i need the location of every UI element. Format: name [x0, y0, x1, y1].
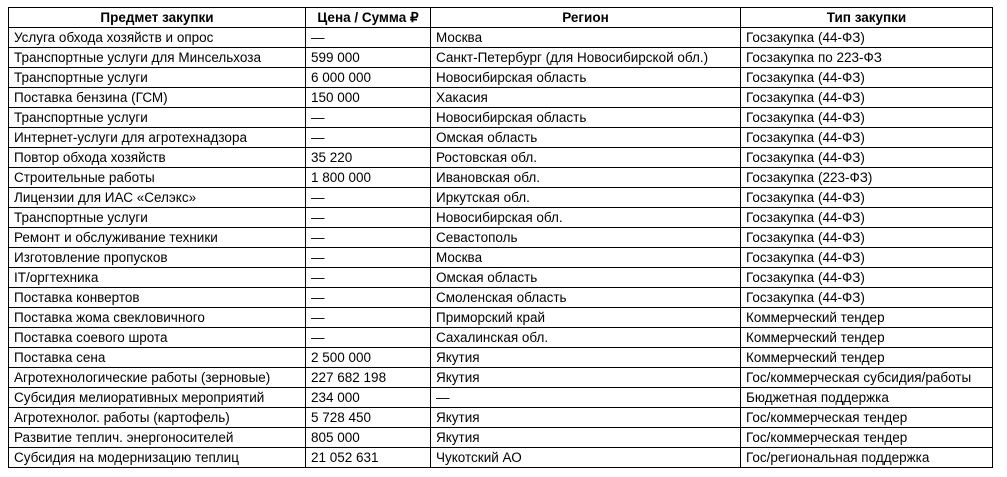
- cell-region: Новосибирская область: [431, 108, 741, 128]
- cell-type: Госзакупка (44-ФЗ): [741, 28, 993, 48]
- header-price: Цена / Сумма ₽: [306, 8, 431, 28]
- cell-subject: Субсидия на модернизацию теплиц: [9, 448, 306, 468]
- cell-region: Ивановская обл.: [431, 168, 741, 188]
- cell-type: Коммерческий тендер: [741, 348, 993, 368]
- cell-subject: Поставка сена: [9, 348, 306, 368]
- cell-region: Ростовская обл.: [431, 148, 741, 168]
- header-region: Регион: [431, 8, 741, 28]
- cell-region: Якутия: [431, 408, 741, 428]
- table-row: [9, 148, 993, 168]
- table-row: [9, 168, 993, 188]
- cell-type: Госзакупка (44-ФЗ): [741, 268, 993, 288]
- header-row: [9, 8, 993, 28]
- cell-type: Госзакупка (44-ФЗ): [741, 68, 993, 88]
- cell-price: —: [306, 328, 431, 348]
- cell-subject: Транспортные услуги: [9, 68, 306, 88]
- cell-region: Чукотский АО: [431, 448, 741, 468]
- cell-type: Госзакупка (44-ФЗ): [741, 208, 993, 228]
- cell-region: Омская область: [431, 268, 741, 288]
- table-row: [9, 68, 993, 88]
- cell-region: Якутия: [431, 368, 741, 388]
- cell-region: Приморский край: [431, 308, 741, 328]
- table-row: [9, 388, 993, 408]
- cell-type: Госзакупка (44-ФЗ): [741, 108, 993, 128]
- cell-type: Гос/региональная поддержка: [741, 448, 993, 468]
- table-body: [9, 28, 993, 468]
- procurement-table: [8, 7, 993, 468]
- cell-price: 227 682 198: [306, 368, 431, 388]
- cell-type: Госзакупка (44-ФЗ): [741, 288, 993, 308]
- cell-price: —: [306, 228, 431, 248]
- table-row: [9, 448, 993, 468]
- cell-price: 5 728 450: [306, 408, 431, 428]
- cell-subject: Строительные работы: [9, 168, 306, 188]
- cell-region: Сахалинская обл.: [431, 328, 741, 348]
- cell-subject: Агротехнологические работы (зерновые): [9, 368, 306, 388]
- table-row: [9, 128, 993, 148]
- cell-type: Госзакупка (44-ФЗ): [741, 248, 993, 268]
- cell-region: Новосибирская обл.: [431, 208, 741, 228]
- cell-region: Москва: [431, 28, 741, 48]
- cell-price: —: [306, 108, 431, 128]
- cell-region: Севастополь: [431, 228, 741, 248]
- cell-region: Смоленская область: [431, 288, 741, 308]
- cell-subject: Услуга обхода хозяйств и опрос: [9, 28, 306, 48]
- table-row: [9, 248, 993, 268]
- cell-type: Коммерческий тендер: [741, 308, 993, 328]
- cell-type: Госзакупка (223-ФЗ): [741, 168, 993, 188]
- cell-subject: Субсидия мелиоративных мероприятий: [9, 388, 306, 408]
- cell-type: Госзакупка (44-ФЗ): [741, 128, 993, 148]
- cell-subject: Лицензии для ИАС «Селэкс»: [9, 188, 306, 208]
- cell-price: 1 800 000: [306, 168, 431, 188]
- cell-subject: Агротехнолог. работы (картофель): [9, 408, 306, 428]
- table-row: [9, 428, 993, 448]
- cell-price: —: [306, 308, 431, 328]
- table-row: [9, 108, 993, 128]
- cell-subject: Повтор обхода хозяйств: [9, 148, 306, 168]
- table-row: [9, 308, 993, 328]
- cell-subject: Транспортные услуги: [9, 208, 306, 228]
- table-row: [9, 368, 993, 388]
- cell-price: —: [306, 188, 431, 208]
- cell-type: Гос/коммерческая субсидия/работы: [741, 368, 993, 388]
- cell-region: Якутия: [431, 348, 741, 368]
- cell-type: Госзакупка (44-ФЗ): [741, 188, 993, 208]
- cell-subject: Поставка бензина (ГСМ): [9, 88, 306, 108]
- header-subject: Предмет закупки: [9, 8, 306, 28]
- cell-type: Госзакупка (44-ФЗ): [741, 228, 993, 248]
- cell-region: Омская область: [431, 128, 741, 148]
- cell-price: 234 000: [306, 388, 431, 408]
- cell-price: —: [306, 128, 431, 148]
- table-row: [9, 288, 993, 308]
- table-row: [9, 228, 993, 248]
- cell-subject: Развитие теплич. энергоносителей: [9, 428, 306, 448]
- procurement-table-container: [8, 7, 993, 468]
- cell-subject: Изготовление пропусков: [9, 248, 306, 268]
- cell-type: Госзакупка по 223-ФЗ: [741, 48, 993, 68]
- cell-type: Гос/коммерческая тендер: [741, 408, 993, 428]
- cell-type: Коммерческий тендер: [741, 328, 993, 348]
- cell-region: Хакасия: [431, 88, 741, 108]
- cell-region: Новосибирская область: [431, 68, 741, 88]
- cell-price: 599 000: [306, 48, 431, 68]
- table-row: [9, 208, 993, 228]
- header-type: Тип закупки: [741, 8, 993, 28]
- table-row: [9, 48, 993, 68]
- cell-subject: Поставка конвертов: [9, 288, 306, 308]
- cell-type: Госзакупка (44-ФЗ): [741, 148, 993, 168]
- table-row: [9, 328, 993, 348]
- cell-subject: Транспортные услуги для Минсельхоза: [9, 48, 306, 68]
- table-row: [9, 268, 993, 288]
- cell-price: 2 500 000: [306, 348, 431, 368]
- cell-region: Иркутская обл.: [431, 188, 741, 208]
- table-row: [9, 88, 993, 108]
- table-header: [9, 8, 993, 28]
- cell-region: Якутия: [431, 428, 741, 448]
- cell-price: 150 000: [306, 88, 431, 108]
- cell-price: —: [306, 208, 431, 228]
- cell-subject: Интернет-услуги для агротехнадзора: [9, 128, 306, 148]
- cell-price: 35 220: [306, 148, 431, 168]
- table-row: [9, 188, 993, 208]
- cell-price: —: [306, 28, 431, 48]
- cell-subject: Транспортные услуги: [9, 108, 306, 128]
- cell-subject: Поставка жома свекловичного: [9, 308, 306, 328]
- cell-price: 6 000 000: [306, 68, 431, 88]
- cell-price: 805 000: [306, 428, 431, 448]
- cell-region: —: [431, 388, 741, 408]
- cell-type: Бюджетная поддержка: [741, 388, 993, 408]
- table-row: [9, 348, 993, 368]
- cell-price: 21 052 631: [306, 448, 431, 468]
- cell-price: —: [306, 268, 431, 288]
- cell-subject: Поставка соевого шрота: [9, 328, 306, 348]
- cell-price: —: [306, 248, 431, 268]
- cell-region: Москва: [431, 248, 741, 268]
- cell-subject: Ремонт и обслуживание техники: [9, 228, 306, 248]
- cell-type: Гос/коммерческая тендер: [741, 428, 993, 448]
- cell-type: Госзакупка (44-ФЗ): [741, 88, 993, 108]
- table-row: [9, 408, 993, 428]
- cell-region: Санкт-Петербург (для Новосибирской обл.): [431, 48, 741, 68]
- table-row: [9, 28, 993, 48]
- cell-price: —: [306, 288, 431, 308]
- cell-subject: IT/оргтехника: [9, 268, 306, 288]
